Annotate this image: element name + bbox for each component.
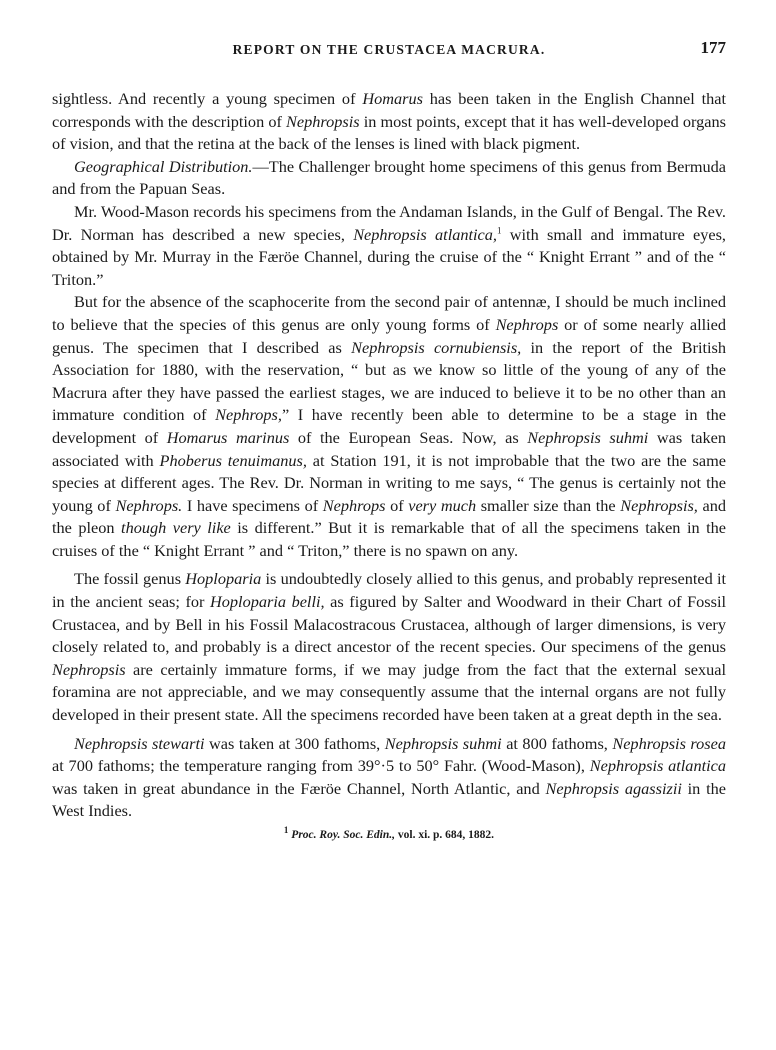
text-run: sightless. And recently a young specimen of xyxy=(52,89,363,108)
footnote-text: vol. xi. p. 684, 1882. xyxy=(395,829,495,841)
running-header xyxy=(52,36,726,62)
text-run: of xyxy=(385,495,409,515)
footnote xyxy=(52,827,726,843)
text-run: —The Challenger brought home specimens of this genus from Bermuda and from the Papuan Seas. xyxy=(52,156,726,199)
italic-term: Nephrops xyxy=(495,314,559,334)
italic-term: Nephrops. xyxy=(115,495,183,515)
text-run: But for the absence of the scaphocerite from the second pair of antennæ, I should be much inclined to believe that the species of this genus are only young forms of xyxy=(52,292,726,334)
text-run: at 800 fathoms, xyxy=(501,733,613,753)
italic-term: Nephrops xyxy=(322,495,386,515)
italic-term: Nephrops, xyxy=(215,405,282,425)
text-run: was taken in great abundance in the Færöe Channel, North Atlantic, and xyxy=(52,778,546,798)
italic-term: Homarus marinus xyxy=(166,427,290,447)
italic-term: Hoploparia belli, xyxy=(210,592,325,612)
paragraph-1 xyxy=(52,88,726,156)
italic-term: though very like xyxy=(121,518,231,538)
italic-term: Nephropsis rosea xyxy=(612,733,726,753)
italic-term: Nephropsis agassizii xyxy=(545,778,682,798)
text-run: is different.” But it is remarkable that of all the specimens taken in the cruises of the “ Knight Errant ” and “ Triton,” there is no spawn on any. xyxy=(52,518,726,560)
italic-term: Nephropsis suhmi xyxy=(527,427,649,447)
footnote-citation: Proc. Roy. Soc. Edin., xyxy=(291,829,396,841)
text-run: The fossil genus xyxy=(74,569,186,589)
paragraph-5 xyxy=(52,568,726,726)
text-run: of the European Seas. Now, as xyxy=(289,427,528,447)
italic-term: Homarus xyxy=(362,89,423,108)
text-run: in the report of the British Association for 1880, with the reservation, “ but as we know so little of the young of any of the Macrura after they have passed the earliest stages, we are induced to believe it to be no other than an immature condition of xyxy=(52,337,726,425)
page-number: 177 xyxy=(700,38,726,57)
italic-term: Nephropsis stewarti xyxy=(74,733,205,753)
italic-term: Nephropsis atlantica, xyxy=(353,224,497,244)
italic-term: Hoploparia xyxy=(185,569,262,589)
paragraph-6 xyxy=(52,733,726,823)
text-run: in most points, except that it has well-developed organs of vision, and that the retina at the back of the lenses is lined with black pigment. xyxy=(52,111,726,154)
text-run: I have specimens of xyxy=(182,495,323,515)
text-run: are certainly immature forms, if we may judge from the fact that the external sexual foramina are not appreciable, and we may consequently assume that the internal organs are not fully developed in their present state. All the specimens recorded have been taken at a great depth in the sea. xyxy=(52,659,726,725)
paragraph-4 xyxy=(52,291,726,562)
text-run: has been taken in the English Channel that corresponds with the description of xyxy=(52,89,727,131)
text-run: smaller size than the xyxy=(476,495,621,515)
text-run: in the West Indies. xyxy=(52,778,726,821)
text-run: or of some nearly allied genus. The specimen that I described as xyxy=(52,314,727,357)
running-title: REPORT ON THE CRUSTACEA MACRURA. xyxy=(232,42,546,57)
text-run: was taken associated with xyxy=(52,427,726,470)
body-text xyxy=(52,88,726,823)
italic-term: Nephropsis atlantica xyxy=(589,756,726,776)
italic-term: Nephropsis suhmi xyxy=(384,733,502,753)
italic-term: Nephropsis, xyxy=(620,495,698,515)
italic-term: Nephropsis cornubiensis, xyxy=(351,337,522,357)
italic-term: Nephropsis xyxy=(52,659,126,679)
italic-term: Nephropsis xyxy=(286,111,360,131)
text-run: is undoubtedly closely allied to this genus, and probably represented it in the ancient seas; for xyxy=(52,569,726,612)
italic-term: very much xyxy=(408,495,477,515)
text-run: and the pleon xyxy=(52,495,726,538)
text-run: was taken at 300 fathoms, xyxy=(204,733,385,753)
page xyxy=(52,36,726,843)
text-run: ” I have recently been able to determine to be a stage in the development of xyxy=(52,405,726,447)
text-run: with small and immature eyes, obtained by Mr. Murray in the Færöe Channel, during the cruise of the “ Knight Errant ” and of the “ Triton.” xyxy=(52,224,727,289)
footnote-reference: 1 xyxy=(497,225,502,236)
italic-term: Phoberus tenuimanus, xyxy=(159,450,307,470)
text-run: as figured by Salter and Woodward in their Chart of Fossil Crustacea, and by Bell in his Fossil Malacostracous Crustacea, although of larger dimensions, is very closely related to, and probably is a direct ancestor of the recent species. Our specimens of the genus xyxy=(52,592,726,657)
paragraph-3 xyxy=(52,201,726,291)
footnote-marker: 1 xyxy=(283,825,289,836)
text-run: at Station 191, it is not improbable that the two are the same species at different ages. The Rev. Dr. Norman in writing to me says, “ The genus is certainly not the young of xyxy=(52,450,726,515)
paragraph-2 xyxy=(52,156,726,201)
italic-term: Geographical Distribution. xyxy=(74,156,253,176)
text-run: Mr. Wood-Mason records his specimens from the Andaman Islands, in the Gulf of Bengal. The Rev. Dr. Norman has described a new species, xyxy=(52,201,726,244)
text-run: at 700 fathoms; the temperature ranging from 39°·5 to 50° Fahr. (Wood-Mason), xyxy=(52,756,590,776)
